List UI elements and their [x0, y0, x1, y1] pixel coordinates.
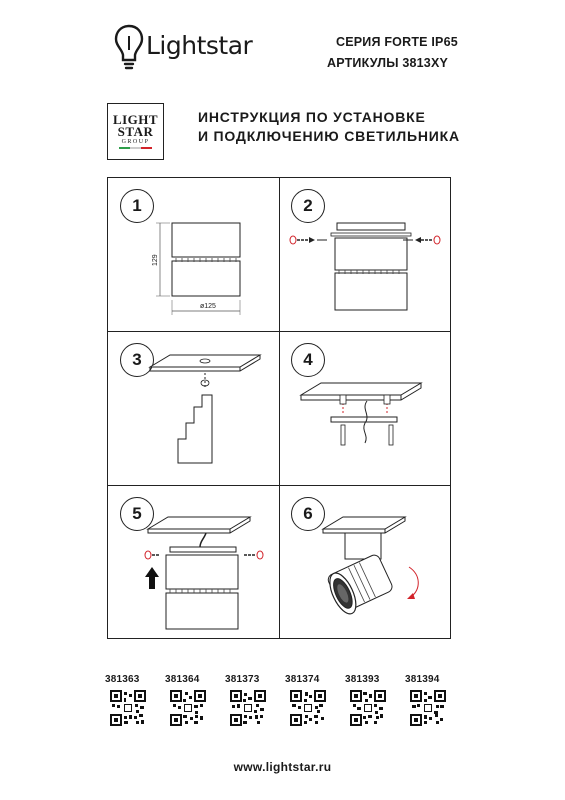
lightstar-group-logo: [107, 103, 164, 160]
step-5-drawing: [108, 485, 279, 639]
page-title: [198, 108, 460, 146]
group-logo-line3: GROUP: [121, 139, 150, 145]
lightbulb-icon: [112, 22, 146, 74]
title-line1: ИНСТРУКЦИЯ ПО УСТАНОВКЕ: [198, 109, 426, 125]
step-2-panel: [279, 178, 451, 331]
series-line: СЕРИЯ FORTE IP65: [336, 35, 458, 49]
group-logo-line2: STAR: [117, 124, 154, 139]
screw-right-icon: [403, 236, 440, 244]
step-5-panel: [108, 485, 279, 639]
step-2-drawing: [279, 178, 451, 331]
brand-logo: [112, 22, 292, 72]
step-5-number: 5: [120, 497, 154, 531]
qr-code-icon: [170, 690, 206, 726]
italian-flag-stripe: [119, 147, 153, 149]
sku-label: 381364: [165, 674, 200, 685]
screw-right-icon: [244, 551, 263, 559]
articles-line: АРТИКУЛЫ 3813XY: [327, 56, 449, 70]
step-1-dimensions-drawing: [108, 178, 279, 331]
screw-left-icon: [145, 551, 160, 559]
step-3-panel: [108, 331, 279, 485]
qr-code-icon: [230, 690, 266, 726]
step-4-number: 4: [291, 343, 325, 377]
qr-code-icon: [110, 690, 146, 726]
group-logo-line1: LIGHT: [112, 112, 159, 127]
step-3-number: 3: [120, 343, 154, 377]
step-3-drawing: [108, 331, 279, 485]
step-6-panel: [279, 485, 451, 639]
sku-label: 381363: [105, 674, 140, 685]
qr-code-icon: [290, 690, 326, 726]
step-6-number: 6: [291, 497, 325, 531]
sku-label: 381374: [285, 674, 320, 685]
step-4-drawing: [279, 331, 451, 485]
sku-label: 381394: [405, 674, 440, 685]
push-up-arrow-icon: [145, 567, 159, 589]
sku-label: 381373: [225, 674, 260, 685]
instruction-grid: [107, 177, 451, 639]
title-line2: И ПОДКЛЮЧЕНИЮ СВЕТИЛЬНИКА: [198, 128, 460, 144]
qr-code-icon: [410, 690, 446, 726]
dimension-diameter-label: ø125: [200, 303, 216, 310]
website-link[interactable]: www.lightstar.ru: [233, 760, 332, 774]
screw-left-icon: [290, 236, 327, 244]
brand-name: Lightstar: [146, 31, 253, 60]
step-6-drawing: [279, 485, 451, 639]
step-2-number: 2: [291, 189, 325, 223]
step-4-panel: [279, 331, 451, 485]
qr-code-icon: [350, 690, 386, 726]
sku-label: 381393: [345, 674, 380, 685]
step-1-number: 1: [120, 189, 154, 223]
dimension-height-label: 129: [152, 254, 159, 266]
step-1-panel: [108, 178, 279, 331]
